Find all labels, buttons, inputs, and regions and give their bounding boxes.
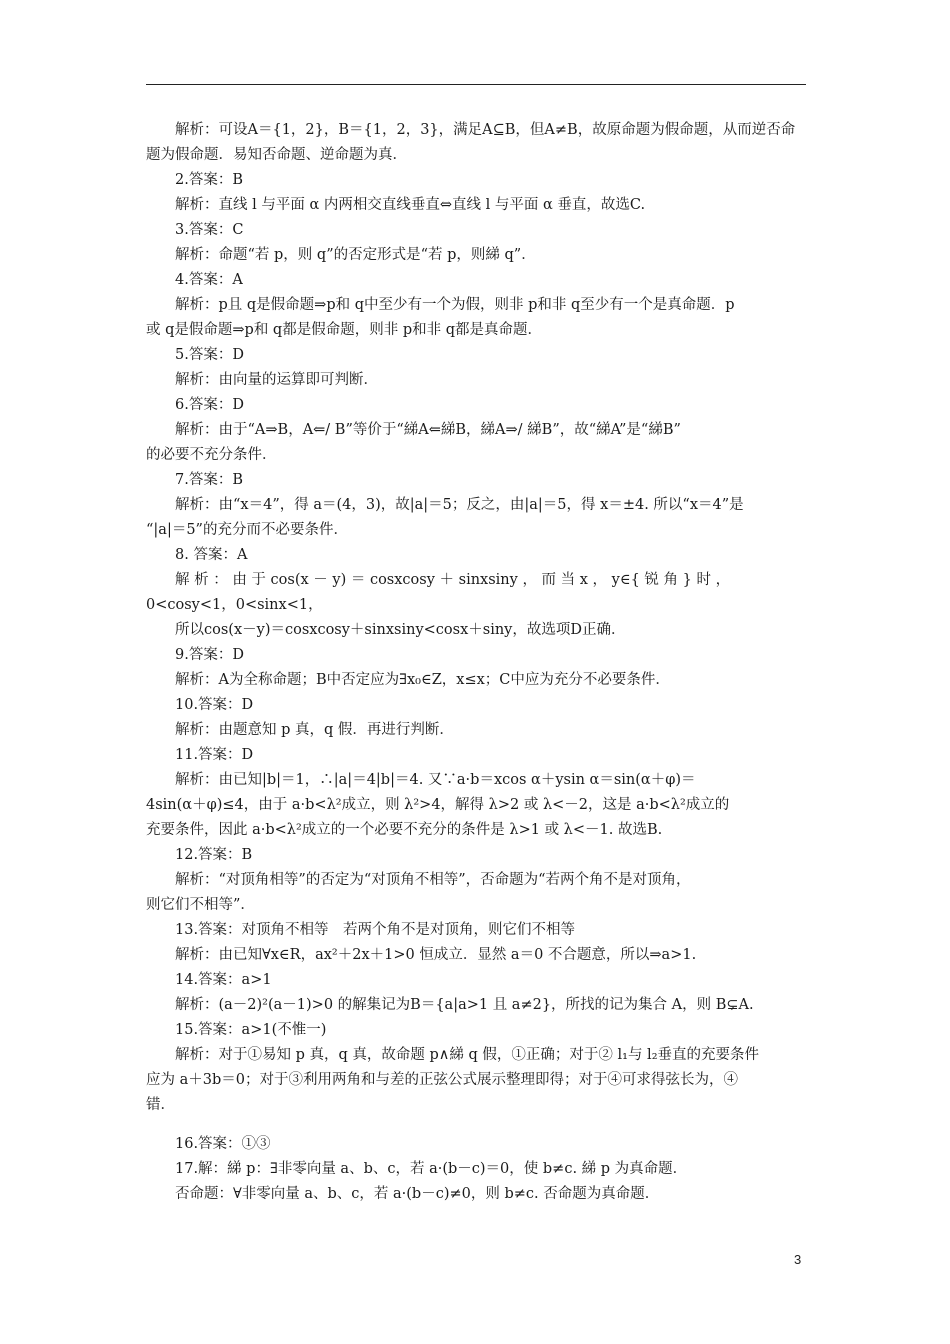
text-line: 或 q是假命题⇒p和 q都是假命题，则非 p和非 q都是真命题． — [146, 322, 542, 338]
text-line: 错． — [146, 1097, 175, 1113]
text-line: 8. 答案：A — [175, 547, 248, 563]
text-line: 充要条件，因此 a·b<λ²成立的一个必要不充分的条件是 λ>1 或 λ<－1. 故选B. — [146, 822, 663, 838]
text-line: 17.解：綈 p：∃非零向量 a、b、c，若 a·(b－c)＝0，使 b≠c. 綈 p 为真命题． — [175, 1161, 688, 1177]
text-line: 解析：由已知|b|＝1，∴|a|＝4|b|＝4. 又∵a·b＝xcos α＋ysin α＝sin(α＋φ)＝ — [175, 772, 696, 788]
text-line: 11.答案：D — [175, 747, 254, 763]
text-line: 7.答案：B — [175, 472, 243, 488]
text-line: 解析：对于①易知 p 真，q 真，故命题 p∧綈 q 假，①正确；对于② l₁与 l₂垂直的充要条件 — [175, 1047, 760, 1063]
text-line: 10.答案：D — [175, 697, 254, 713]
text-line — [146, 1118, 808, 1132]
text-line: 解析：由已知∀x∈R，ax²＋2x＋1>0 恒成立．显然 a＝0 不合题意，所以⇒a>1. — [175, 947, 697, 963]
text-line: 解析：命题“若 p，则 q”的否定形式是“若 p，则綈 q”． — [175, 247, 536, 263]
text-line: 题为假命题．易知否命题、逆命题为真． — [146, 147, 407, 163]
text-line: 3.答案：C — [175, 222, 244, 238]
text-line: 解析：A为全称命题；B中否定应为∃x₀∈Z，x≤x；C中应为充分不必要条件． — [175, 672, 670, 688]
text-line: 解析：由于“A⇒B，A⇐/ B”等价于“綈A⇐綈B，綈A⇒/ 綈B”，故“綈A”是“綈B” — [175, 422, 681, 438]
text-line: 6.答案：D — [175, 397, 244, 413]
text-line: 0<cosy<1，0<sinx<1， — [146, 597, 323, 613]
text-line: 9.答案：D — [175, 647, 244, 663]
text-line: 13.答案：对顶角不相等 若两个角不是对顶角，则它们不相等 — [175, 922, 576, 938]
text-line: “|a|＝5”的充分而不必要条件． — [146, 522, 348, 538]
document-body — [146, 118, 808, 1207]
text-line: 所以cos(x－y)＝cosxcosy＋sinxsiny<cosx＋siny，故选项D正确． — [175, 622, 626, 638]
header-rule — [146, 84, 806, 85]
text-line: 解析：可设A＝{1，2}，B＝{1，2，3}，满足A⊆B，但A≠B，故原命题为假命题，从而逆否命 — [175, 122, 796, 138]
text-line: 则它们不相等”． — [146, 897, 255, 913]
text-line: 否命题：∀非零向量 a、b、c，若 a·(b－c)≠0，则 b≠c. 否命题为真命题． — [175, 1186, 660, 1202]
text-line: 12.答案：B — [175, 847, 253, 863]
text-line: 解 析 ： 由 于 cos(x － y) ＝ cosxcosy ＋ sinxsiny ， 而 当 x ， y∈{ 锐 角 } 时 ， — [175, 572, 731, 588]
text-line: 15.答案：a>1(不惟一) — [175, 1022, 327, 1038]
text-line: 4.答案：A — [175, 272, 243, 288]
text-line: 解析：由题意知 p 真，q 假．再进行判断． — [175, 722, 454, 738]
text-line: 解析：“对顶角相等”的否定为“对顶角不相等”，否命题为“若两个角不是对顶角， — [175, 872, 691, 888]
text-line: 解析：由向量的运算即可判断． — [175, 372, 378, 388]
text-line: 解析：(a－2)²(a－1)>0 的解集记为B＝{a|a>1 且 a≠2}，所找的记为集合 A，则 B⊊A. — [175, 997, 754, 1013]
text-line: 16.答案：①③ — [175, 1136, 271, 1152]
page-number: 3 — [794, 1252, 802, 1267]
text-line: 应为 a＋3b＝0；对于③利用两角和与差的正弦公式展示整理即得；对于④可求得弦长为，④ — [146, 1072, 738, 1088]
text-line: 4sin(α＋φ)≤4，由于 a·b<λ²成立，则 λ²>4，解得 λ>2 或 λ<－2，这是 a·b<λ²成立的 — [146, 797, 730, 813]
text-line: 14.答案：a>1 — [175, 972, 272, 988]
text-line: 解析：直线 l 与平面 α 内两相交直线垂直⇔直线 l 与平面 α 垂直，故选C. — [175, 197, 646, 213]
text-line: 解析：由“x＝4”，得 a＝(4，3)，故|a|＝5；反之，由|a|＝5，得 x＝±4. 所以“x＝4”是 — [175, 497, 744, 513]
text-line: 解析：p且 q是假命题⇒p和 q中至少有一个为假，则非 p和非 q至少有一个是真命题．p — [175, 297, 735, 313]
text-line: 的必要不充分条件． — [146, 447, 277, 463]
text-line: 5.答案：D — [175, 347, 244, 363]
text-line: 2.答案：B — [175, 172, 243, 188]
